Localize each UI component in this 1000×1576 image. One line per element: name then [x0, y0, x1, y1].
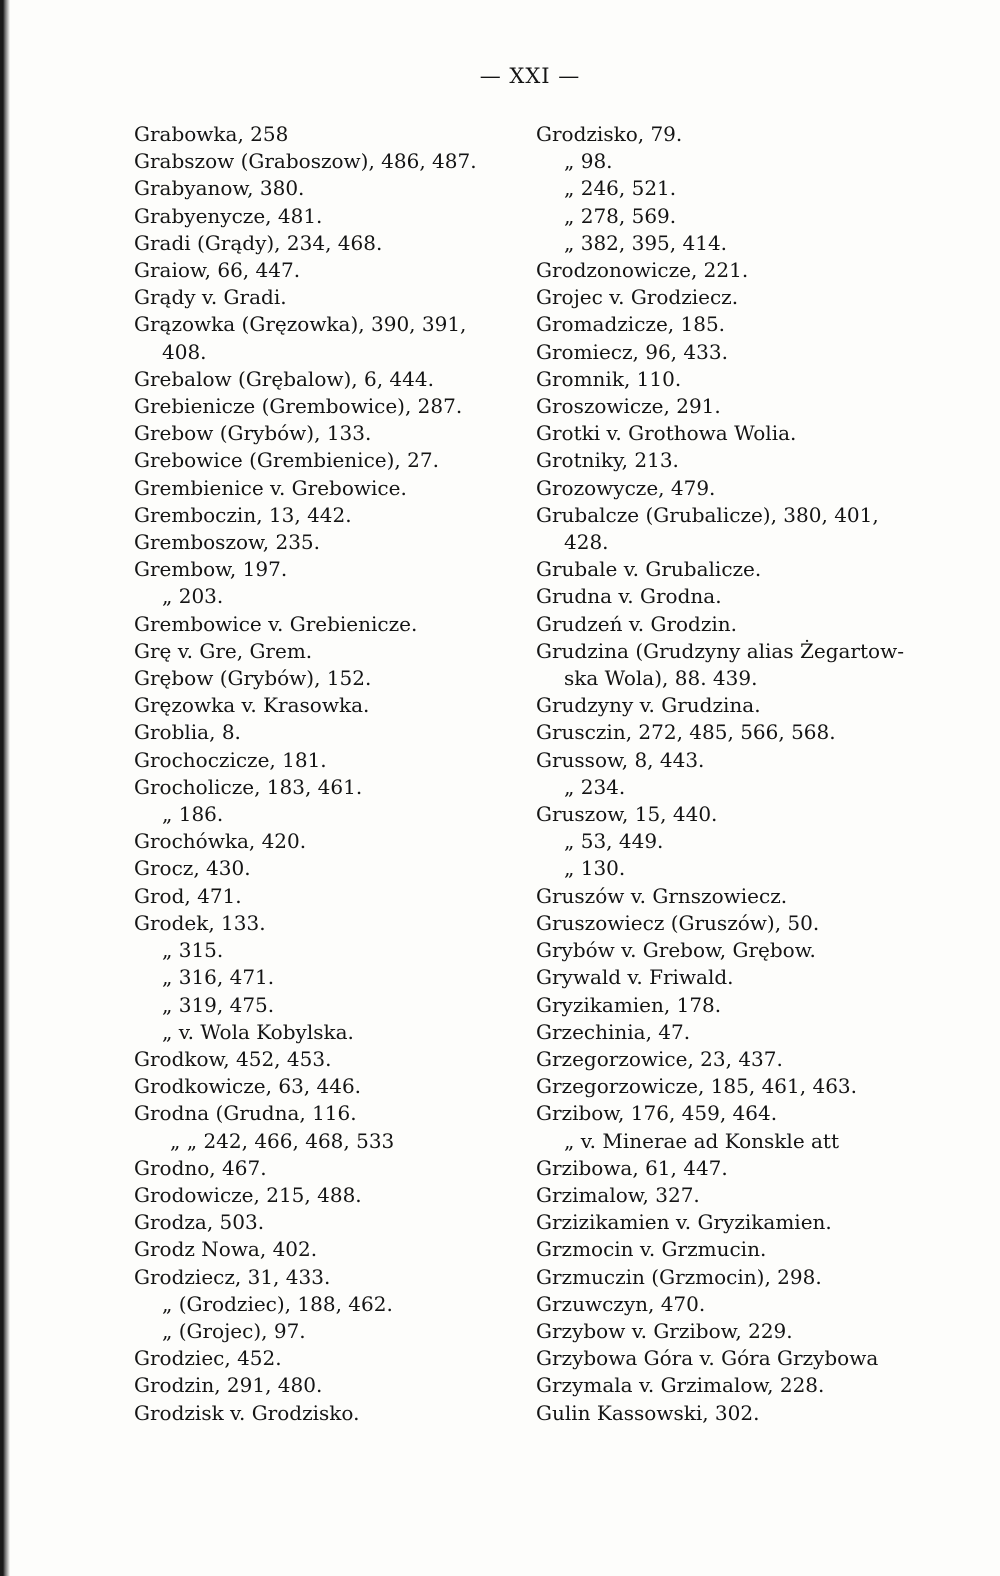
index-entry: Grubalcze (Grubalicze), 380, 401,: [536, 502, 879, 527]
index-entry: „ 315.: [162, 938, 224, 963]
index-entry: Gremboczin, 13, 442.: [134, 502, 352, 527]
index-entry: Grebalow (Grębalow), 6, 444.: [134, 366, 434, 391]
index-entry: Grusczin, 272, 485, 566, 568.: [536, 720, 836, 745]
index-entry: 408.: [162, 339, 207, 364]
index-entry: Grodza, 503.: [134, 1210, 265, 1235]
index-entry: Grodzonowicze, 221.: [536, 258, 749, 283]
index-entry: Grebienicze (Grembowice), 287.: [134, 394, 463, 419]
index-entry: Grochoczicze, 181.: [134, 747, 327, 772]
index-entry: Grembow, 197.: [134, 557, 288, 582]
index-entry: Grodno, 467.: [134, 1155, 267, 1180]
index-entry: Grabyenycze, 481.: [134, 203, 323, 228]
index-entry: Grzizikamien v. Gryzikamien.: [536, 1210, 832, 1235]
index-entry: Grodzisk v. Grodzisko.: [134, 1400, 360, 1425]
index-entry: Grzybow v. Grzibow, 229.: [536, 1318, 793, 1343]
index-entry: Grabyanow, 380.: [134, 176, 305, 201]
index-entry: „ v. Minerae ad Konskle att: [564, 1128, 840, 1153]
index-entry: „ 246, 521.: [564, 176, 677, 201]
page-number: — XXI —: [479, 64, 581, 88]
index-entry: Grzmocin v. Grzmucin.: [536, 1237, 767, 1262]
index-entry: Groblia, 8.: [134, 720, 241, 745]
index-entry: Grzibow, 176, 459, 464.: [536, 1101, 778, 1126]
index-entry: Grochówka, 420.: [134, 829, 307, 854]
index-entry: Grodna (Grudna, 116.: [134, 1101, 357, 1126]
index-entry: Grocholicze, 183, 461.: [134, 774, 363, 799]
index-entry: 428.: [564, 530, 609, 555]
index-entry: Gruszow, 15, 440.: [536, 802, 718, 827]
index-entry: Grabszow (Graboszow), 486, 487.: [134, 149, 477, 174]
index-entry: Gryzikamien, 178.: [536, 992, 722, 1017]
index-entry: Gromadzicze, 185.: [536, 312, 726, 337]
index-entry: Grozowycze, 479.: [536, 475, 716, 500]
index-entry: „ 53, 449.: [564, 829, 664, 854]
index-entry: Grzegorzowicze, 185, 461, 463.: [536, 1074, 858, 1099]
index-entry: Grzmuczin (Grzmocin), 298.: [536, 1264, 822, 1289]
index-entry: Grebowice (Grembienice), 27.: [134, 448, 439, 473]
index-entry: Grodzisko, 79.: [536, 122, 683, 146]
index-column-left: [134, 121, 519, 1427]
index-entry: Grzegorzowice, 23, 437.: [536, 1046, 783, 1071]
index-entry: Gradi (Grądy), 234, 468.: [134, 230, 383, 255]
index-entry: Grębow (Grybów), 152.: [134, 666, 372, 691]
index-entry: Grązowka (Gręzowka), 390, 391,: [134, 312, 467, 337]
index-entry: Grodz Nowa, 402.: [134, 1237, 318, 1262]
index-entry: „ (Grojec), 97.: [162, 1318, 306, 1343]
index-column-right: [536, 121, 991, 1427]
index-entry: „ 98.: [564, 149, 613, 174]
index-entry: Grembienice v. Grebowice.: [134, 475, 407, 500]
index-entry: Grod, 471.: [134, 883, 242, 908]
index-entry: „ 319, 475.: [162, 992, 275, 1017]
page-binding-edge: [0, 0, 10, 1576]
index-entry: Grudzeń v. Grodzin.: [536, 611, 738, 636]
index-entry: Grodziec, 452.: [134, 1346, 282, 1371]
index-entry: Groszowicze, 291.: [536, 394, 721, 419]
index-entry: Grocz, 430.: [134, 856, 251, 881]
index-entry: Grodkowicze, 63, 446.: [134, 1074, 362, 1099]
index-entry: Grywald v. Friwald.: [536, 965, 734, 990]
index-entry: Grodzin, 291, 480.: [134, 1373, 323, 1398]
index-entry: Grzimalow, 327.: [536, 1182, 700, 1207]
index-entry: Gremboszow, 235.: [134, 530, 321, 555]
page-header: [0, 64, 1000, 88]
index-entry: Grzybowa Góra v. Góra Grzybowa: [536, 1346, 879, 1371]
index-entry: Grudna v. Grodna.: [536, 584, 722, 609]
index-entry: Grojec v. Grodziecz.: [536, 285, 739, 310]
index-entry: Gulin Kassowski, 302.: [536, 1400, 760, 1425]
index-entry: „ 382, 395, 414.: [564, 230, 728, 255]
index-entry: „ 234.: [564, 774, 626, 799]
index-entry: „ „ 242, 466, 468, 533: [170, 1128, 395, 1153]
index-entry: Grussow, 8, 443.: [536, 747, 705, 772]
index-entry: Grzuwczyn, 470.: [536, 1291, 706, 1316]
index-entry: Grubale v. Grubalicze.: [536, 557, 762, 582]
index-entry: Graiow, 66, 447.: [134, 258, 301, 283]
index-entry: Grotki v. Grothowa Wolia.: [536, 421, 797, 446]
index-entry: „ (Grodziec), 188, 462.: [162, 1291, 393, 1316]
index-entry: Gręzowka v. Krasowka.: [134, 693, 370, 718]
index-entry: Gruszów v. Grnszowiecz.: [536, 883, 788, 908]
index-entry: Gromiecz, 96, 433.: [536, 339, 728, 364]
index-entry: Grotniky, 213.: [536, 448, 679, 473]
index-entry: Grę v. Gre, Grem.: [134, 638, 313, 663]
index-entry: Grodowicze, 215, 488.: [134, 1182, 362, 1207]
index-entry: Grudzina (Grudzyny alias Żegartow-: [536, 638, 904, 663]
index-entry: „ 316, 471.: [162, 965, 275, 990]
index-entry: Grabowka, 258: [134, 122, 289, 146]
index-entry: ska Wola), 88. 439.: [564, 666, 758, 691]
index-entry: „ v. Wola Kobylska.: [162, 1019, 354, 1044]
index-entry: Grzechinia, 47.: [536, 1019, 691, 1044]
index-entry: Grzibowa, 61, 447.: [536, 1155, 728, 1180]
index-entry: „ 130.: [564, 856, 626, 881]
index-entry: Gruszowiecz (Gruszów), 50.: [536, 910, 820, 935]
index-entry: Gromnik, 110.: [536, 366, 682, 391]
index-entry: Grodkow, 452, 453.: [134, 1046, 332, 1071]
index-entry: Grodziecz, 31, 433.: [134, 1264, 331, 1289]
index-entry: Grądy v. Gradi.: [134, 285, 287, 310]
index-entry: Grzymala v. Grzimalow, 228.: [536, 1373, 825, 1398]
index-entry: Grudzyny v. Grudzina.: [536, 693, 761, 718]
index-entry: Grembowice v. Grebienicze.: [134, 611, 418, 636]
index-entry: Grybów v. Grebow, Grębow.: [536, 938, 816, 963]
index-entry: Grebow (Grybów), 133.: [134, 421, 372, 446]
index-entry: Grodek, 133.: [134, 910, 266, 935]
index-entry: „ 203.: [162, 584, 224, 609]
index-entry: „ 278, 569.: [564, 203, 677, 228]
index-entry: „ 186.: [162, 802, 224, 827]
